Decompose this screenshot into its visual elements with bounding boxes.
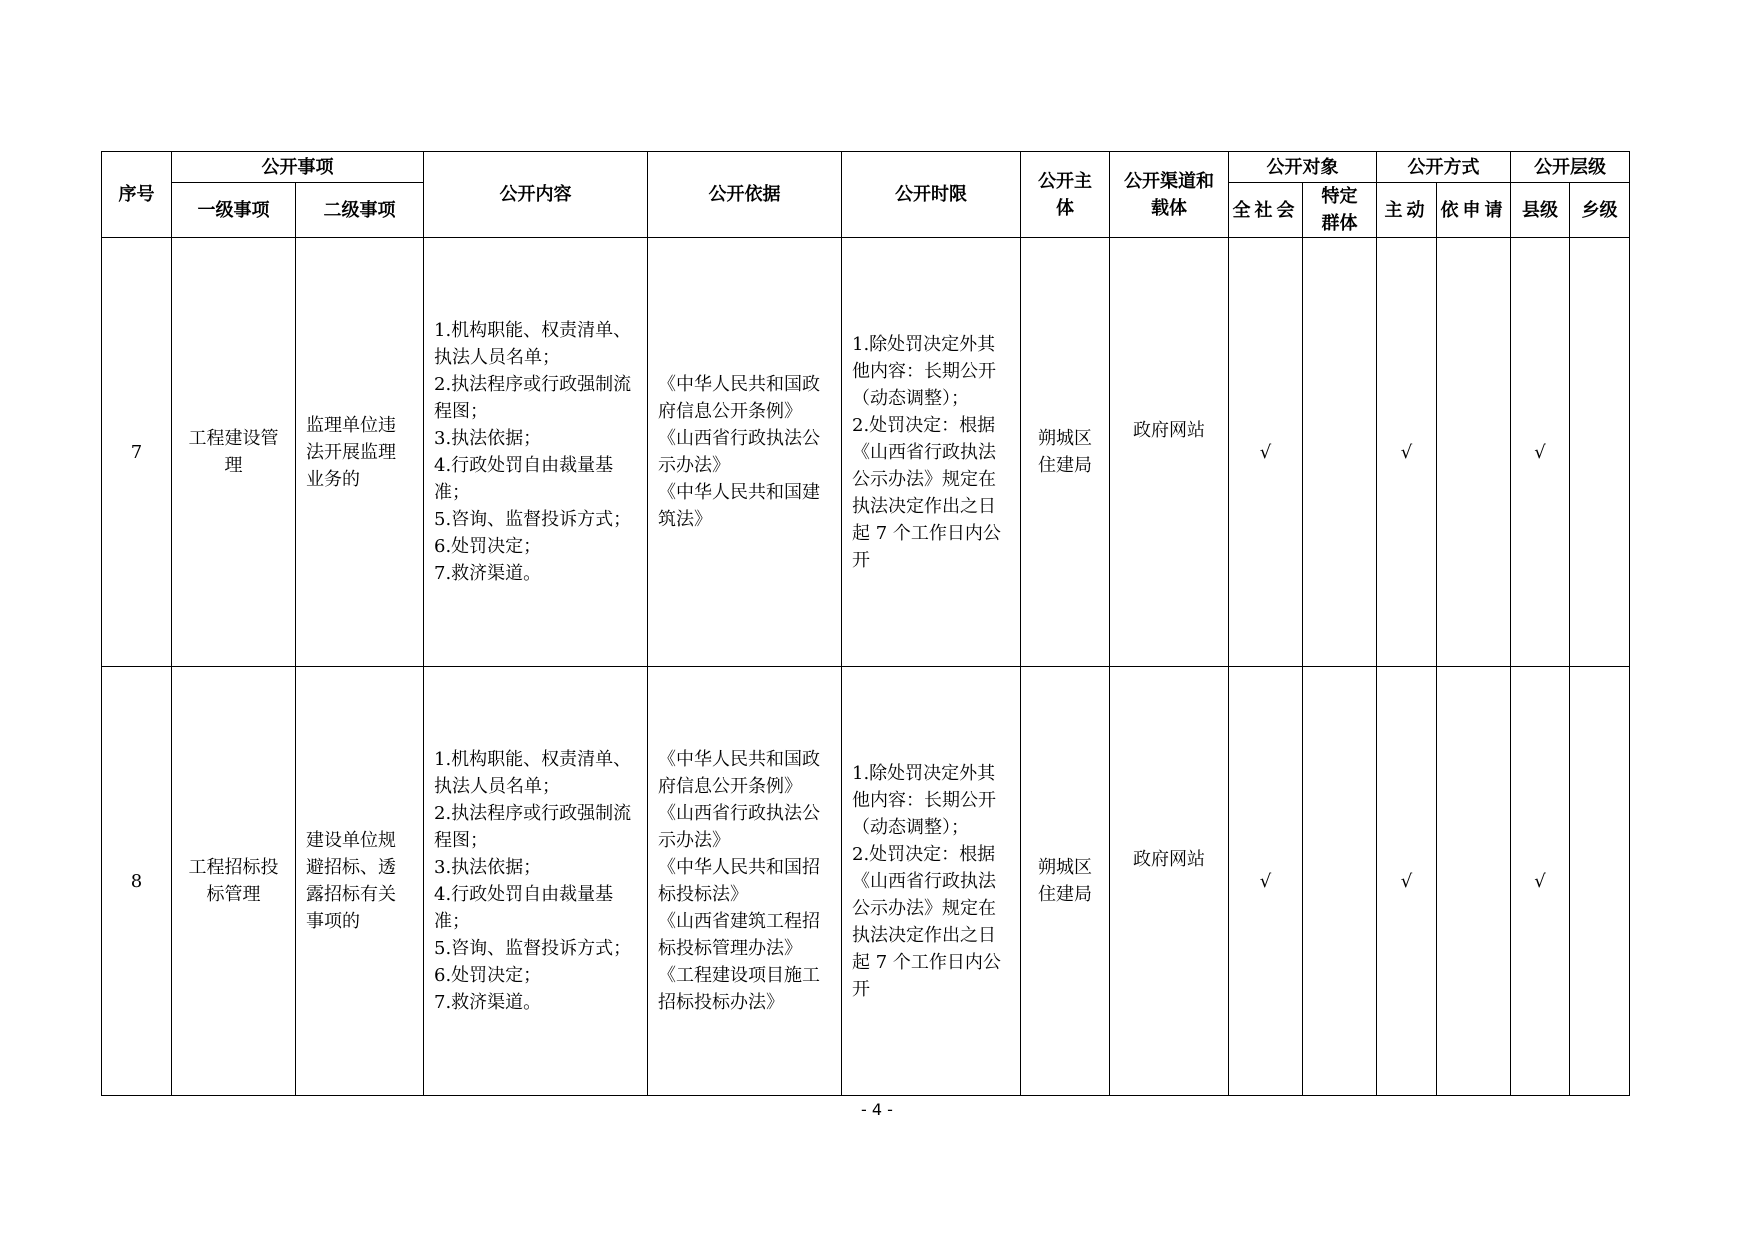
cell-method-request — [1437, 238, 1511, 667]
cell-basis — [648, 667, 842, 1096]
content-line: 1.机构职能、权责清单、执法人员名单； — [434, 320, 632, 368]
header-time-limit: 公开时限 — [842, 152, 1021, 238]
header-target-group: 公开对象 — [1229, 152, 1377, 183]
content-line: 4.行政处罚自由裁量基准； — [434, 455, 614, 503]
cell-subject: 朔城区住建局 — [1021, 238, 1110, 667]
cell-item-l2: 监理单位违法开展监理业务的 — [296, 238, 424, 667]
cell-channel: 政府网站 — [1110, 238, 1229, 667]
header-items-group: 公开事项 — [172, 152, 424, 183]
table-row — [102, 238, 1630, 667]
cell-seq: 8 — [102, 667, 172, 1096]
header-item-l1: 一级事项 — [172, 183, 296, 238]
basis-line: 《中华人民共和国政府信息公开条例》 — [658, 374, 820, 422]
cell-target-all: √ — [1229, 667, 1303, 1096]
cell-item-l2: 建设单位规避招标、透露招标有关事项的 — [296, 667, 424, 1096]
cell-content — [424, 238, 648, 667]
header-level-group: 公开层级 — [1511, 152, 1630, 183]
page-number: - 4 - — [861, 1100, 893, 1119]
basis-line: 《中华人民共和国招标投标法》 — [658, 857, 820, 905]
cell-item-l1: 工程招标投标管理 — [172, 667, 296, 1096]
header-item-l2: 二级事项 — [296, 183, 424, 238]
cell-level-county: √ — [1511, 667, 1570, 1096]
basis-line: 《山西省行政执法公示办法》 — [658, 428, 820, 476]
content-line: 6.处罚决定； — [434, 965, 542, 986]
cell-item-l1: 工程建设管理 — [172, 238, 296, 667]
cell-target-specific — [1303, 667, 1377, 1096]
time-limit-line: 2.处罚决定：根据《山西省行政执法公示办法》规定在执法决定作出之日起 7 个工作日内公开 — [852, 843, 1001, 1000]
header-method-active: 主动 — [1377, 183, 1437, 238]
content-line: 3.执法依据； — [434, 857, 542, 878]
header-channel: 公开渠道和载体 — [1110, 152, 1229, 238]
header-level-county: 县级 — [1511, 183, 1570, 238]
basis-line: 《工程建设项目施工招标投标办法》 — [658, 965, 820, 1013]
cell-time-limit — [842, 238, 1021, 667]
basis-line: 《山西省建筑工程招标投标管理办法》 — [658, 911, 820, 959]
header-method-request: 依申请 — [1437, 183, 1511, 238]
content-line: 7.救济渠道。 — [434, 992, 542, 1013]
content-line: 3.执法依据； — [434, 428, 542, 449]
header-content: 公开内容 — [424, 152, 648, 238]
header-seq: 序号 — [102, 152, 172, 238]
header-basis: 公开依据 — [648, 152, 842, 238]
cell-channel: 政府网站 — [1110, 667, 1229, 1096]
content-line: 2.执法程序或行政强制流程图； — [434, 803, 632, 851]
table-row — [102, 667, 1630, 1096]
cell-method-active: √ — [1377, 667, 1437, 1096]
content-line: 5.咨询、监督投诉方式； — [434, 938, 632, 959]
basis-line: 《中华人民共和国建筑法》 — [658, 482, 820, 530]
header-subject: 公开主体 — [1021, 152, 1110, 238]
cell-content — [424, 667, 648, 1096]
disclosure-table — [101, 151, 1630, 1096]
cell-subject: 朔城区住建局 — [1021, 667, 1110, 1096]
cell-seq: 7 — [102, 238, 172, 667]
basis-line: 《中华人民共和国政府信息公开条例》 — [658, 749, 820, 797]
time-limit-line: 1.除处罚决定外其他内容：长期公开（动态调整）； — [852, 762, 996, 838]
cell-target-all: √ — [1229, 238, 1303, 667]
header-method-group: 公开方式 — [1377, 152, 1511, 183]
cell-basis — [648, 238, 842, 667]
time-limit-line: 2.处罚决定：根据《山西省行政执法公示办法》规定在执法决定作出之日起 7 个工作日内公开 — [852, 414, 1001, 571]
cell-method-active: √ — [1377, 238, 1437, 667]
content-line: 2.执法程序或行政强制流程图； — [434, 374, 632, 422]
time-limit-line: 1.除处罚决定外其他内容：长期公开（动态调整）； — [852, 333, 996, 409]
cell-time-limit — [842, 667, 1021, 1096]
basis-line: 《山西省行政执法公示办法》 — [658, 803, 820, 851]
cell-level-county: √ — [1511, 238, 1570, 667]
cell-level-town — [1570, 667, 1630, 1096]
content-line: 6.处罚决定； — [434, 536, 542, 557]
content-line: 5.咨询、监督投诉方式； — [434, 509, 632, 530]
header-target-all: 全社会 — [1229, 183, 1303, 238]
cell-target-specific — [1303, 238, 1377, 667]
header-target-specific: 特定群体 — [1303, 183, 1377, 238]
cell-level-town — [1570, 238, 1630, 667]
content-line: 7.救济渠道。 — [434, 563, 542, 584]
header-row-1 — [102, 152, 1630, 183]
content-line: 1.机构职能、权责清单、执法人员名单； — [434, 749, 632, 797]
content-line: 4.行政处罚自由裁量基准； — [434, 884, 614, 932]
header-level-town: 乡级 — [1570, 183, 1630, 238]
cell-method-request — [1437, 667, 1511, 1096]
